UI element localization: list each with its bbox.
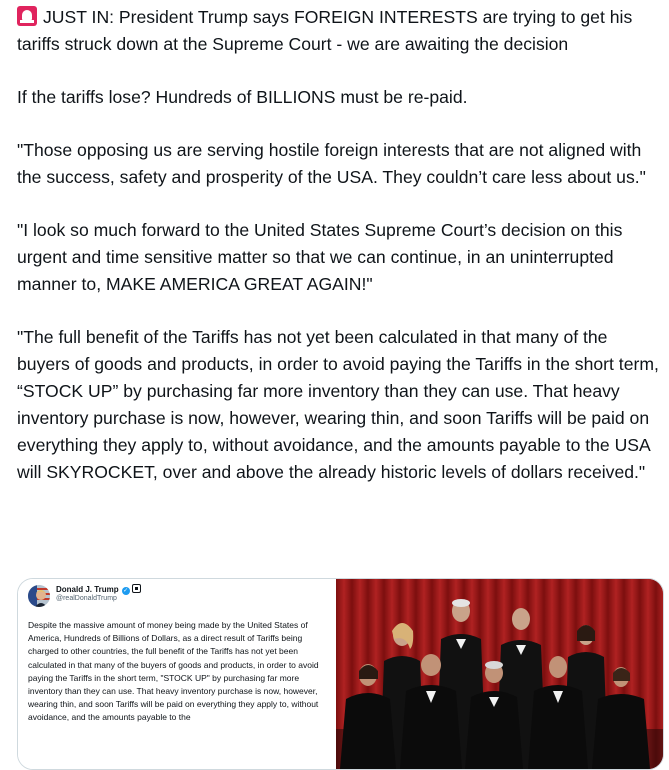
verified-badge-icon: ✓: [123, 588, 129, 594]
author-name: Donald J. Trump ✓: [56, 584, 141, 595]
justices-group-photo: [336, 579, 663, 769]
attached-media[interactable]: [17, 578, 664, 770]
post-paragraph: "Those opposing us are serving hostile foreign interests that are not aligned with the success, safety and prosperity of the USA. They couldn’t care less about us.": [17, 140, 646, 187]
post-paragraph: "The full benefit of the Tariffs has not yet been calculated in that many of the buyers of goods and products, in order to avoid paying the Tariffs in the short term, “STOCK UP” by purchasing far more inventory than they can use. That heavy inventory purchase is now, however, wearing thin, and soon Tariffs will be paid on everything they apply to, without avoidance, and the amounts payable to the USA will SKYROCKET, over and above the already historic levels of dollars received.": [17, 327, 659, 482]
author-handle: @realDonaldTrump: [56, 595, 117, 602]
embedded-post-screenshot[interactable]: [18, 579, 336, 769]
post-paragraph: If the tariffs lose? Hundreds of BILLIONS must be re-paid.: [17, 87, 468, 107]
post-paragraph: "I look so much forward to the United States Supreme Court’s decision on this urgent and time sensitive matter so that we can continue, in an uninterrupted manner to, MAKE AMERICA GREAT AGAIN!": [17, 220, 623, 294]
government-badge-icon: [132, 584, 141, 593]
avatar: [28, 585, 50, 607]
siren-icon: [17, 6, 37, 26]
post-paragraph: JUST IN: President Trump says FOREIGN INTERESTS are trying to get his tariffs struck down at the Supreme Court - we are awaiting the decision: [17, 7, 633, 54]
supreme-court-photo[interactable]: [336, 579, 663, 769]
post-text: [17, 4, 662, 486]
embedded-post-body: Despite the massive amount of money being made by the United States of America, Hundreds of Billions of Dollars, as a direct result of Tariffs being charged to other countries, the full benefit of the Tariffs has not yet been calculated in that many of the buyers of goods and products, in order to avoid paying the Tariffs in the short term, "STOCK UP" by purchasing far more inventory than they can use. That heavy inventory purchase is now, however, wearing thin, and soon Tariffs will be paid on everything they apply to, without avoidance, and the amounts payable to the: [28, 620, 319, 723]
